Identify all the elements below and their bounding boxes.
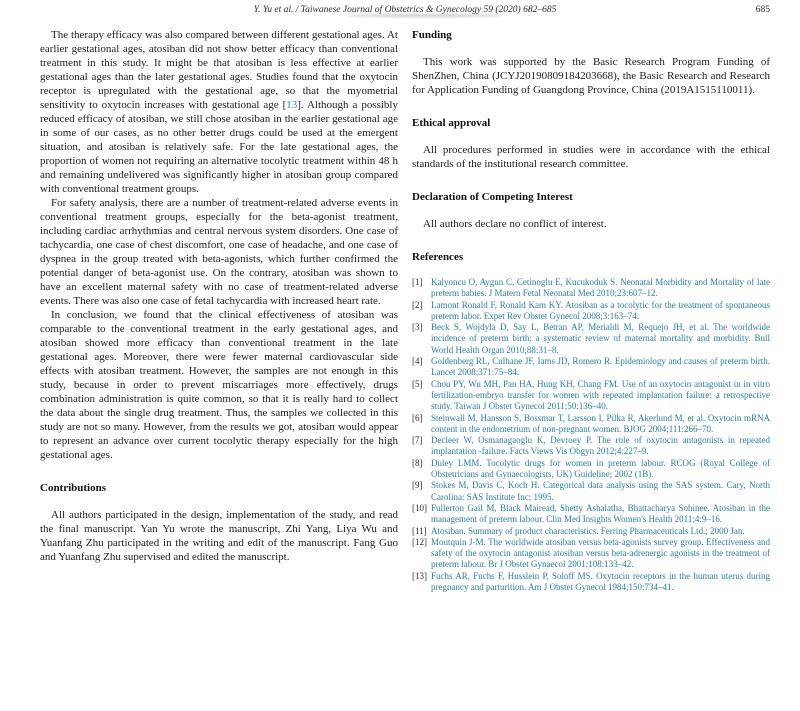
- reference-item: [412, 435, 770, 458]
- reference-link[interactable]: Kalyoncu O, Aygun C, Cetinoglu E, Kucukoduk S. Neonatal Morbidity and Mortality of late preterm babies. J Matern Fetal Neonatal Med 2010;23:607–12.: [431, 277, 770, 299]
- reference-number: [6]: [412, 412, 423, 423]
- reference-link[interactable]: Duley LMM. Tocolytic drugs for women in preterm labour. RCOG (Royal College of Obstetricians and Gynaecologists, UK) Guideline; 2002 (1B).: [431, 457, 770, 480]
- paragraph-therapy-efficacy: [40, 28, 398, 196]
- reference-number: [4]: [412, 356, 423, 367]
- references-list: [412, 277, 770, 593]
- reference-link[interactable]: Lamont Ronald F, Ronald Kam KY. Atosiban as a tocolytic for the treatment of spontaneous preterm labor. Expet Rev Obstet Gynecol 2008;3:163–74.: [431, 299, 770, 321]
- reference-number: [8]: [412, 457, 423, 468]
- reference-item: [412, 503, 770, 526]
- reference-number: [10]: [412, 502, 427, 513]
- reference-link[interactable]: Fuchs AR, Fuchs F, Husslein P, Soloff MS. Oxytocin receptors in the human uterus during pregnancy and parturition. Am J Obstet Gynecol 1984;150:734–41.: [431, 570, 770, 593]
- reference-number: [5]: [412, 378, 423, 389]
- left-column: [40, 28, 398, 593]
- right-column: [412, 28, 770, 593]
- reference-item: [412, 322, 770, 356]
- reference-link[interactable]: Atosiban. Summary of product characteristics. Ferring Pharmaceuticals Ltd.; 2000 Jan.: [431, 525, 745, 536]
- ethical-approval-heading: Ethical approval: [412, 117, 491, 129]
- paragraph-text: ]. Although a possibly reduced efficacy of atosiban, we still chose atosiban in the earlier gestational age in some of our cases, as no other better drugs could be used at the emergent situation, and atosiban is relatively safe. For the late gestational ages, the proportion of women not requiring an alternative tocolytic treatment within 48 h and remaining undelivered was significantly higher in atosiban group compared with conventional treatment groups.: [40, 99, 398, 195]
- funding-heading: Funding: [412, 29, 452, 41]
- reference-number: [2]: [412, 299, 423, 310]
- reference-link[interactable]: Decleer W, Osmanagaoglu K, Devroey P. The role of oxytocin antagonists in repeated implantation -failure. Facts Views Vis Obgyn 2012;4:227–9.: [431, 435, 770, 457]
- reference-link[interactable]: Stokes M, Davis C, Koch H. Categorical data analysis using the SAS system. Cary, North Carolina: SAS Institute Inc; 1995.: [431, 480, 770, 502]
- reference-item: [412, 480, 770, 503]
- reference-number: [7]: [412, 435, 423, 446]
- reference-link[interactable]: Chou PY, Wu MH, Pan HA, Hung KH, Chang FM. Use of an oxytocin antagonist in in vitro fertilization-embryo transfer for women with repeated implantation failure: a retrospective study. Taiwan J Obstet Gynecol 2011;50:136–40.: [431, 378, 770, 412]
- inline-citation-13[interactable]: 13: [286, 99, 298, 111]
- paragraph-conclusion: In conclusion, we found that the clinical effectiveness of atosiban was comparable to the conventional treatment in the early gestational ages, and atosiban showed more efficacy than conventional treatment in the late gestational ages. Moreover, there were fewer maternal cardiovascular side effects with atosiban treatment. However, the samples are not enough in this study, because in order to prevent miscarriages more effectively, drugs combination administration is quite common, so that it is really hard to collect the data about the single drug treatment. Thus, the samples we collected in this study are not so many. However, from the results we got, atosiban would appear to represent an advance over current tocolytic therapy especially for the high gestational ages.: [40, 309, 398, 461]
- reference-number: [12]: [412, 536, 427, 547]
- contributions-heading: Contributions: [40, 482, 107, 494]
- reference-item: [412, 356, 770, 379]
- reference-item: [412, 379, 770, 413]
- reference-item: [412, 277, 770, 300]
- reference-link[interactable]: Steinwall M, Hansson S, Bossmar T, Larsson I, Pilka R, Akerlund M, et al. Oxytocin mRNA content in the endometrium of non-pregnant women. BJOG 2004;111:266–70.: [431, 412, 770, 434]
- reference-item: [412, 458, 770, 481]
- reference-item: [412, 571, 770, 594]
- reference-link[interactable]: Fullerton Gail M, Black Mairead, Shetty Ashalatha, Bhattacharya Sohinee. Atosiban in the management of preterm labour. Clin Med Insights Women's Health 2011;4:9–16.: [431, 502, 770, 525]
- reference-number: [1]: [412, 277, 423, 287]
- running-title: Y. Yu et al. / Taiwanese Journal of Obstetrics & Gynecology 59 (2020) 682–685: [253, 5, 557, 15]
- reference-number: [11]: [412, 525, 427, 536]
- reference-number: [9]: [412, 480, 423, 491]
- reference-number: [13]: [412, 570, 427, 581]
- reference-item: [412, 537, 770, 571]
- reference-number: [3]: [412, 322, 423, 333]
- scan-artifact: [345, 14, 505, 17]
- paragraph-safety-analysis: For safety analysis, there are a number of treatment-related adverse events in conventional treatment groups, especially for the beta-agonist treatment, including cardiac arrhythmias and central nervous system disorders. One case of tachycardia, one case of chest discomfort, one case of headache, and one case of dyspnea in the group treated with beta-agonists, which further confirmed the potential danger of beta-agonist use. On the contrary, atosiban was shown to have an excellent maternal safety with no case of treatment-related adverse events. There was also one case of fetal tachycardia with increased heart rate.: [40, 197, 398, 307]
- funding-paragraph: This work was supported by the Basic Research Program Funding of ShenZhen, China (JCYJ20190809184203668), the Basic Research and Research for Application Funding of Guangdong Province, China (2019A1515110011).: [412, 56, 770, 96]
- reference-item: [412, 300, 770, 323]
- reference-item: [412, 413, 770, 436]
- reference-link[interactable]: Beck S, Wojdyla D, Say L, Betran AP, Merialdi M, Requejo JH, et al. The worldwide incidence of preterm birth: a systematic review of maternal mortality and morbidity. Bull World Health Organ 2010;88:31–8.: [431, 322, 770, 355]
- two-column-body: [40, 28, 770, 593]
- references-heading: References: [412, 251, 464, 263]
- paragraph-text: The therapy efficacy was also compared between different gestational ages. At earlier gestational ages, atosiban did not show better efficacy than conventional treatment in this study. It might be that atosiban is less effective at earlier gestational ages than the later gestational ages. Studies found that the oxytocin receptor is upregulated with the gestational age, so that the myometrial sensitivity to oxytocin increases with gestational age [: [40, 29, 398, 111]
- declaration-heading: Declaration of Competing Interest: [412, 191, 573, 203]
- page-number: 685: [755, 5, 770, 15]
- ethical-approval-paragraph: All procedures performed in studies were in accordance with the ethical standards of the institutional research committee.: [412, 144, 770, 170]
- declaration-paragraph: All authors declare no conflict of interest.: [423, 218, 607, 230]
- contributions-paragraph: All authors participated in the design, implementation of the study, and read the final manuscript. Yan Yu wrote the manuscript, Zhi Yang, Liya Wu and Yuanfang Zhu participated in the writing and edit of the manuscript. Fang Guo and Yuanfang Zhu supervised and edited the manuscript.: [40, 509, 398, 563]
- reference-link[interactable]: Moutquin J-M. The worldwide atosiban versus beta-agonists survey group. Effectiveness and safety of the oxytocin antagonist atosiban versus beta-adrenergic agonists in the treatment of preterm labour. Br J Obstet Gynaecol 2001;108:133–42.: [431, 536, 770, 570]
- reference-item: [412, 526, 770, 537]
- reference-link[interactable]: Goldenberg RL, Culhane JF, Iams JD, Romero R. Epidemiology and causes of preterm birth. Lancet 2008;371:75–84.: [431, 356, 770, 378]
